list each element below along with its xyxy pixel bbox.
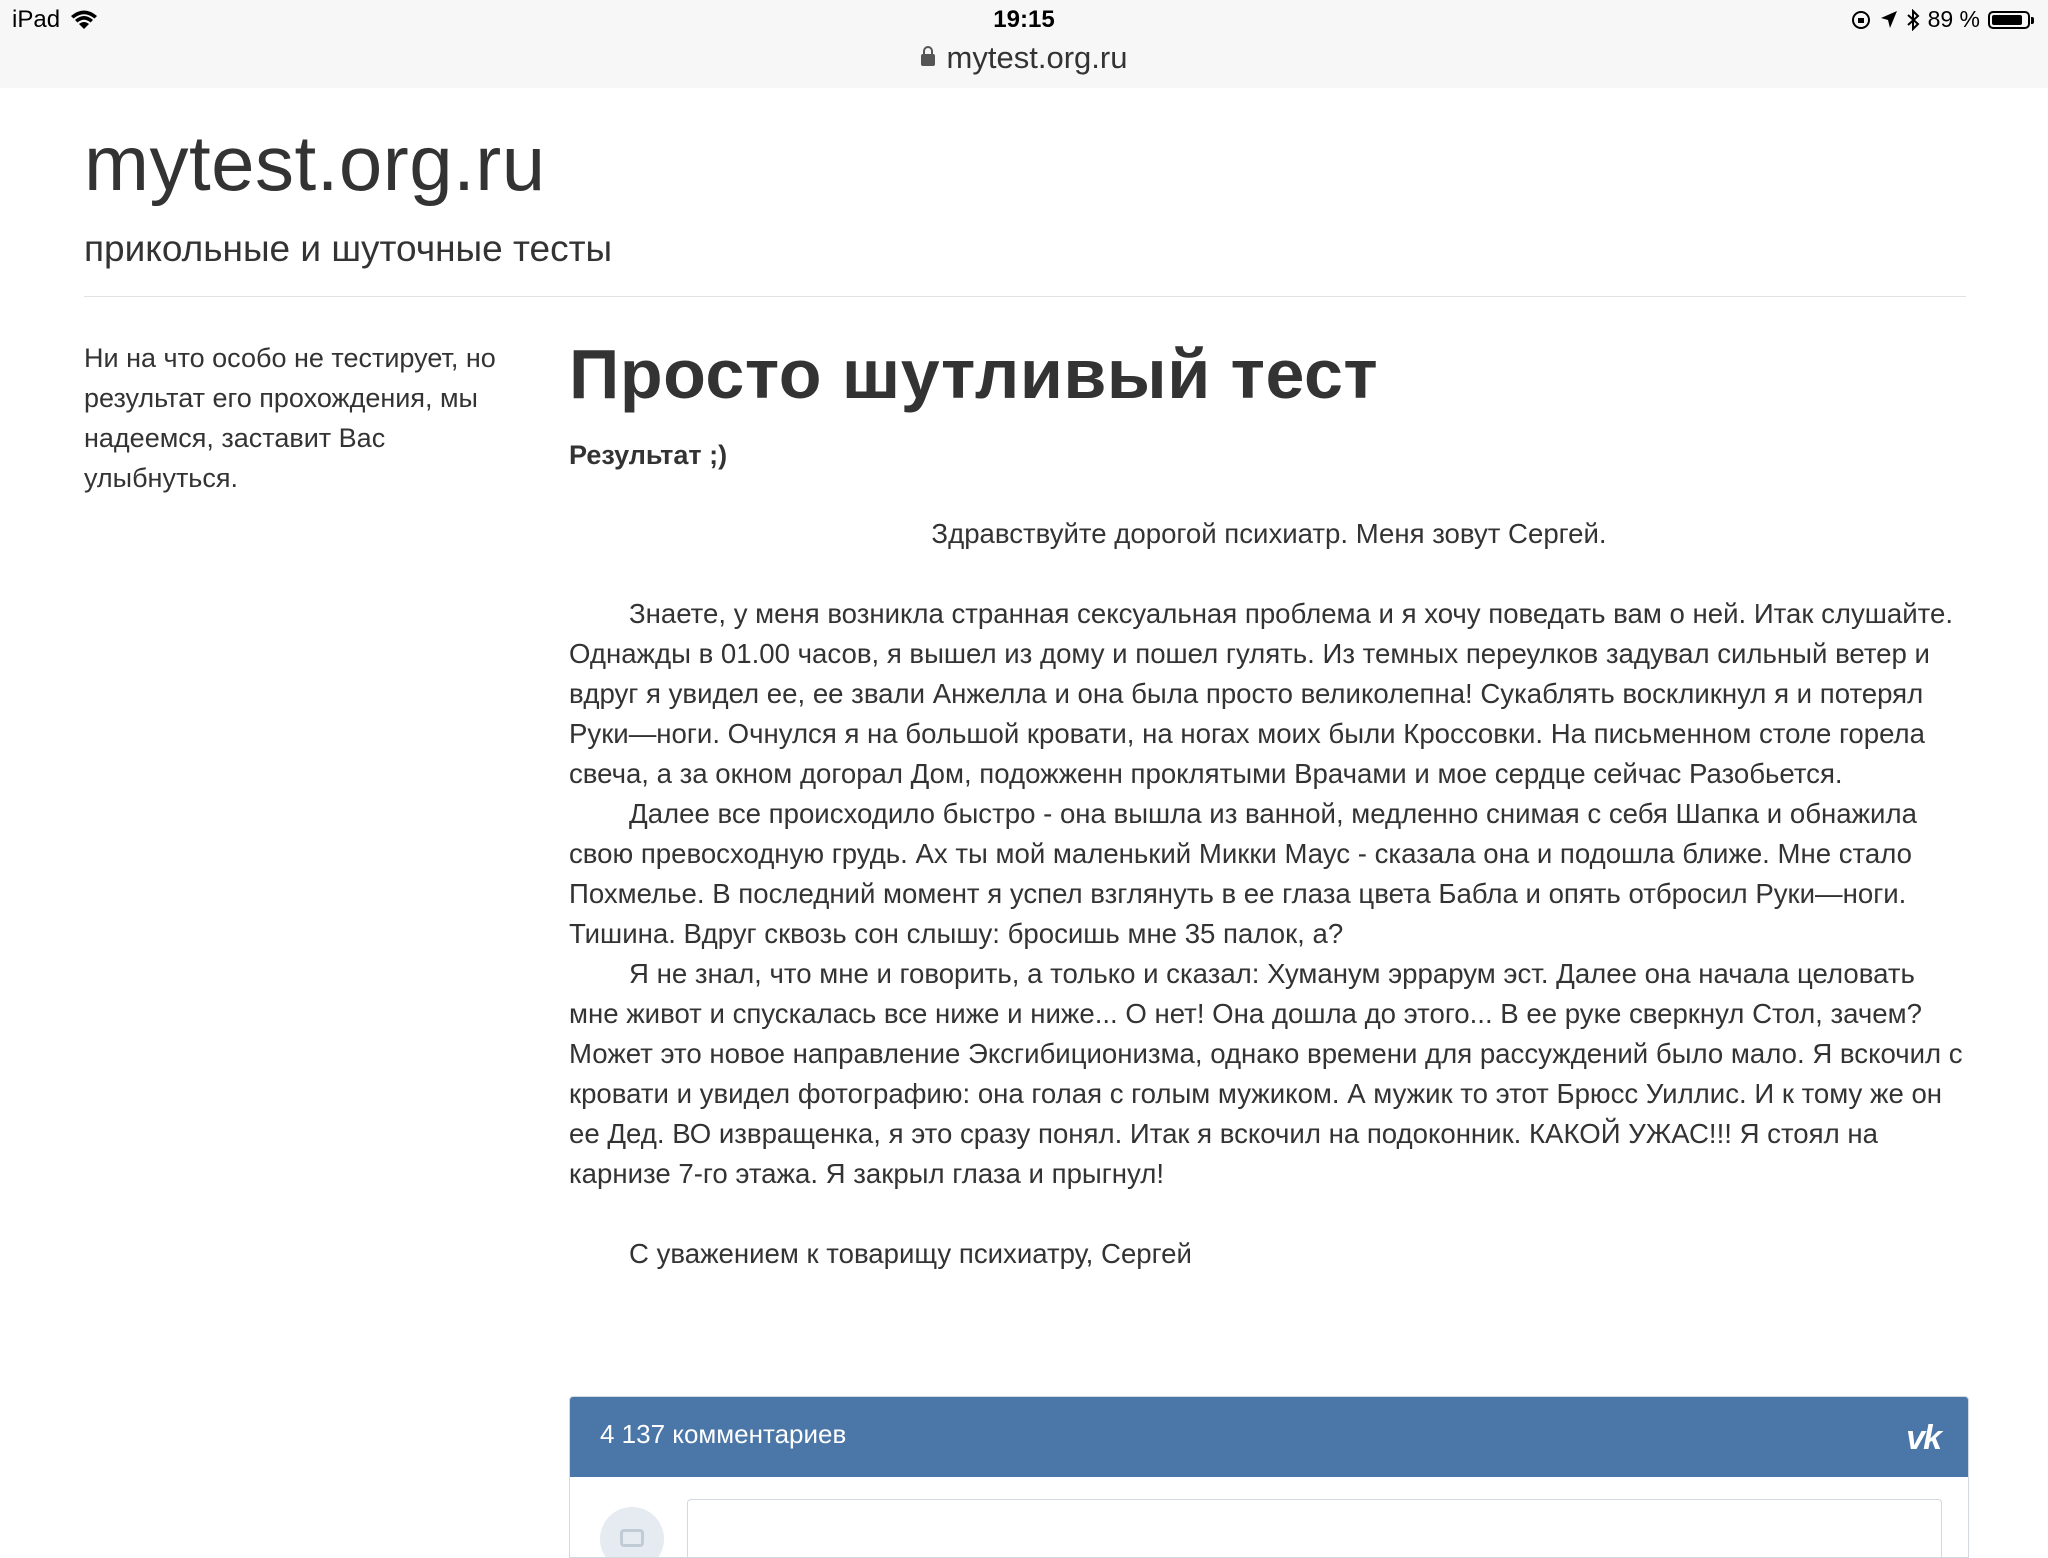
sidebar-description: Ни на что особо не тестирует, но результат его прохождения, мы надеемся, заставит Вас улыбнуться. (84, 343, 496, 493)
orientation-lock-icon (1850, 9, 1872, 31)
device-label: iPad (12, 6, 61, 33)
result-greeting: Здравствуйте дорогой психиатр. Меня зовут Сергей. (931, 518, 1607, 549)
site-tagline: прикольные и шуточные тесты (84, 228, 613, 269)
site-title[interactable]: mytest.org.ru (84, 119, 546, 207)
clock: 19:15 (993, 6, 1055, 33)
location-icon (1880, 10, 1898, 30)
result-text (569, 514, 1969, 1274)
status-right (1850, 6, 2030, 33)
address-bar[interactable] (0, 40, 2048, 76)
lock-icon (921, 54, 935, 66)
url-text: mytest.org.ru (946, 40, 1128, 75)
user-avatar-icon (600, 1507, 664, 1558)
status-bar (0, 0, 2048, 88)
vk-logo-icon[interactable]: vk (1906, 1419, 1940, 1457)
vk-comments-widget (569, 1396, 1969, 1558)
comment-input[interactable] (687, 1499, 1942, 1558)
vk-comments-header (570, 1397, 1968, 1477)
bluetooth-icon (1906, 9, 1920, 31)
header-divider (84, 296, 1966, 297)
result-paragraph: Я не знал, что мне и говорить, а только и сказал: Хуманум эррарум эст. Далее она начала целовать мне живот и спускалась все ниже и ниже... О нет! Она дошла до этого... В ее руке сверкнул Стол, зачем? Может это новое направление Эксгибиционизма, однако времени для рассуждений было мало. Я вскочил с кровати и увидел фотографию: она голая с голым мужиком. А мужик то этот Брюсс Уиллис. И к тому же он ее Дед. ВО извращенка, я это сразу понял. Итак я вскочил на подоконник. КАКОЙ УЖАС!!! Я стоял на карнизе 7-го этажа. Я закрыл глаза и прыгнул! (569, 958, 1963, 1189)
battery-icon (1988, 11, 2030, 29)
result-label: Результат ;) (569, 440, 728, 470)
test-title: Просто шутливый тест (569, 335, 1379, 413)
result-signoff: С уважением к товарищу психиатру, Сергей (629, 1238, 1192, 1269)
battery-percent: 89 % (1927, 6, 1980, 32)
result-paragraph: Далее все происходило быстро - она вышла из ванной, медленно снимая с себя Шапка и обнажила свою превосходную грудь. Ах ты мой маленький Микки Маус - сказала она и подошла ближе. Мне стало Похмелье. В последний момент я успел взглянуть в ее глаза цвета Бабла и опять отбросил Руки—ноги. Тишина. Вдруг сквозь сон слышу: бросишь мне 35 палок, а? (569, 798, 1917, 949)
result-paragraph: Знаете, у меня возникла странная сексуальная проблема и я хочу поведать вам о ней. Итак слушайте. Однажды в 01.00 часов, я вышел из дому и пошел гулять. Из темных переулков задувал сильный ветер и вдруг я увидел ее, ее звали Анжелла и она была просто великолепна! Сукаблять воскликнул я и потерял Руки—ноги. Очнулся я на большой кровати, на ногах моих были Кроссовки. На письменном столе горела свеча, а за окном догорал Дом, подожженн проклятыми Врачами и мое сердце сейчас Разобьется. (569, 598, 1954, 789)
comments-count[interactable]: 4 137 комментариев (600, 1419, 847, 1449)
battery-level (1992, 15, 2022, 25)
